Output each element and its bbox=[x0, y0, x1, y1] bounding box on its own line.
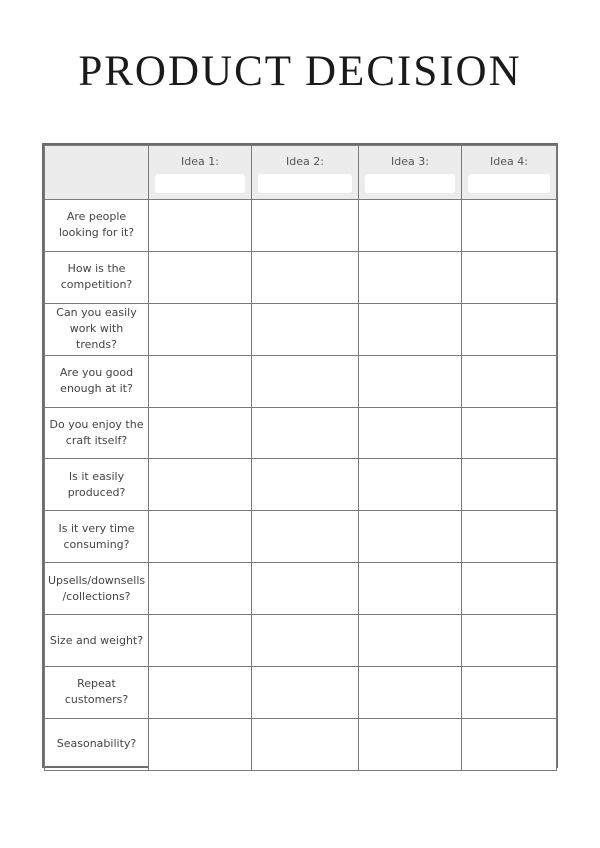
idea-4-label: Idea 4: bbox=[490, 155, 528, 168]
idea-3-answer-cell[interactable] bbox=[359, 718, 462, 770]
question-label: Repeat customers? bbox=[64, 677, 129, 707]
idea-1-answer-cell[interactable] bbox=[149, 355, 252, 407]
idea-2-answer-cell[interactable] bbox=[252, 563, 359, 615]
question-rows bbox=[45, 200, 557, 771]
question-cell bbox=[45, 200, 149, 252]
idea-4-answer-cell[interactable] bbox=[462, 407, 557, 459]
idea-2-answer-cell[interactable] bbox=[252, 459, 359, 511]
idea-4-name-field[interactable] bbox=[468, 174, 550, 193]
table-row bbox=[45, 355, 557, 407]
question-label: Size and weight? bbox=[49, 633, 144, 647]
table-row bbox=[45, 718, 557, 770]
idea-4-answer-cell[interactable] bbox=[462, 667, 557, 719]
question-cell bbox=[45, 459, 149, 511]
idea-2-answer-cell[interactable] bbox=[252, 355, 359, 407]
idea-4-answer-cell[interactable] bbox=[462, 718, 557, 770]
idea-4-answer-cell[interactable] bbox=[462, 563, 557, 615]
idea-3-label: Idea 3: bbox=[391, 155, 429, 168]
idea-3-answer-cell[interactable] bbox=[359, 667, 462, 719]
idea-1-answer-cell[interactable] bbox=[149, 615, 252, 667]
idea-3-answer-cell[interactable] bbox=[359, 251, 462, 303]
idea-1-header bbox=[149, 146, 252, 200]
question-label: How is the competition? bbox=[60, 262, 133, 292]
table-row bbox=[45, 511, 557, 563]
idea-1-answer-cell[interactable] bbox=[149, 718, 252, 770]
idea-3-answer-cell[interactable] bbox=[359, 303, 462, 355]
question-label: Seasonability? bbox=[56, 737, 137, 751]
idea-4-answer-cell[interactable] bbox=[462, 303, 557, 355]
idea-2-answer-cell[interactable] bbox=[252, 615, 359, 667]
question-label: Are people looking for it? bbox=[58, 210, 135, 240]
table-row bbox=[45, 459, 557, 511]
idea-2-answer-cell[interactable] bbox=[252, 667, 359, 719]
table-row bbox=[45, 251, 557, 303]
idea-1-answer-cell[interactable] bbox=[149, 667, 252, 719]
table-row bbox=[45, 407, 557, 459]
idea-1-answer-cell[interactable] bbox=[149, 407, 252, 459]
idea-2-name-field[interactable] bbox=[258, 174, 352, 193]
question-cell bbox=[45, 667, 149, 719]
idea-1-answer-cell[interactable] bbox=[149, 511, 252, 563]
idea-2-answer-cell[interactable] bbox=[252, 251, 359, 303]
question-label: Upsells/downsells /collections? bbox=[48, 573, 146, 603]
idea-3-answer-cell[interactable] bbox=[359, 200, 462, 252]
question-label: Are you good enough at it? bbox=[59, 366, 134, 396]
table-row bbox=[45, 615, 557, 667]
idea-2-answer-cell[interactable] bbox=[252, 511, 359, 563]
header-corner-cell bbox=[45, 146, 149, 200]
table-row bbox=[45, 563, 557, 615]
table-row bbox=[45, 303, 557, 355]
question-cell bbox=[45, 563, 149, 615]
question-cell bbox=[45, 355, 149, 407]
idea-2-answer-cell[interactable] bbox=[252, 407, 359, 459]
idea-4-answer-cell[interactable] bbox=[462, 251, 557, 303]
idea-1-name-field[interactable] bbox=[155, 174, 245, 193]
idea-4-answer-cell[interactable] bbox=[462, 200, 557, 252]
question-cell bbox=[45, 407, 149, 459]
idea-4-answer-cell[interactable] bbox=[462, 459, 557, 511]
decision-table bbox=[42, 143, 558, 768]
question-label: Can you easily work with trends? bbox=[56, 306, 137, 352]
question-cell bbox=[45, 718, 149, 770]
idea-2-answer-cell[interactable] bbox=[252, 303, 359, 355]
idea-2-label: Idea 2: bbox=[286, 155, 324, 168]
table-row bbox=[45, 667, 557, 719]
decision-grid bbox=[44, 145, 557, 771]
question-label: Is it very time consuming? bbox=[58, 521, 135, 551]
question-cell bbox=[45, 251, 149, 303]
idea-3-header bbox=[359, 146, 462, 200]
idea-3-answer-cell[interactable] bbox=[359, 355, 462, 407]
idea-4-header bbox=[462, 146, 557, 200]
idea-3-name-field[interactable] bbox=[365, 174, 455, 193]
idea-2-answer-cell[interactable] bbox=[252, 200, 359, 252]
idea-1-label: Idea 1: bbox=[181, 155, 219, 168]
idea-1-answer-cell[interactable] bbox=[149, 303, 252, 355]
question-label: Do you enjoy the craft itself? bbox=[49, 418, 144, 447]
idea-1-answer-cell[interactable] bbox=[149, 251, 252, 303]
idea-4-answer-cell[interactable] bbox=[462, 615, 557, 667]
idea-3-answer-cell[interactable] bbox=[359, 407, 462, 459]
idea-3-answer-cell[interactable] bbox=[359, 563, 462, 615]
question-cell bbox=[45, 511, 149, 563]
page-title: PRODUCT DECISION bbox=[78, 48, 522, 95]
question-cell bbox=[45, 303, 149, 355]
idea-3-answer-cell[interactable] bbox=[359, 615, 462, 667]
question-cell bbox=[45, 615, 149, 667]
table-row bbox=[45, 200, 557, 252]
idea-3-answer-cell[interactable] bbox=[359, 459, 462, 511]
question-label: Is it easily produced? bbox=[67, 469, 126, 499]
idea-3-answer-cell[interactable] bbox=[359, 511, 462, 563]
idea-1-answer-cell[interactable] bbox=[149, 563, 252, 615]
idea-2-answer-cell[interactable] bbox=[252, 718, 359, 770]
idea-2-header bbox=[252, 146, 359, 200]
idea-4-answer-cell[interactable] bbox=[462, 355, 557, 407]
idea-1-answer-cell[interactable] bbox=[149, 200, 252, 252]
idea-1-answer-cell[interactable] bbox=[149, 459, 252, 511]
header-row bbox=[45, 146, 557, 200]
idea-4-answer-cell[interactable] bbox=[462, 511, 557, 563]
